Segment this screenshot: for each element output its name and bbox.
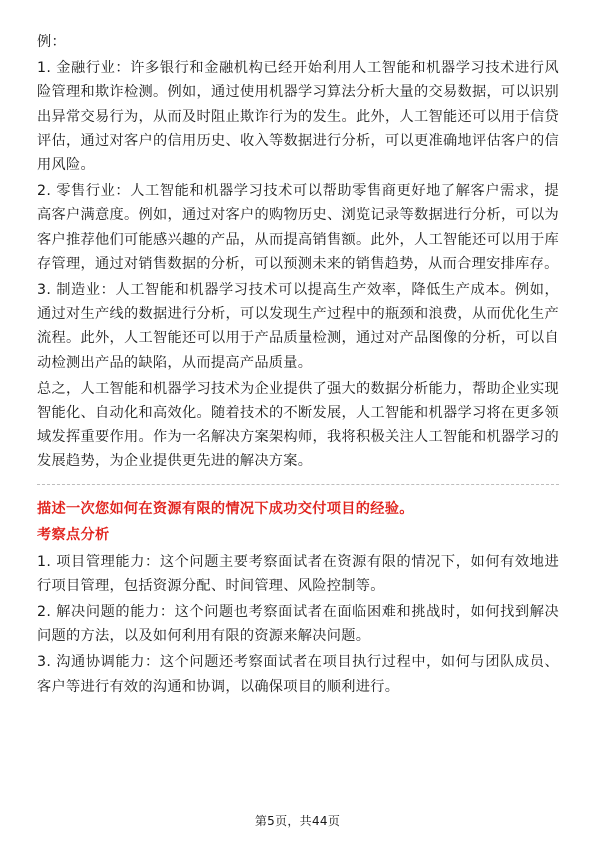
page-number-footer: 第5页，共44页 [254,814,341,828]
summary-paragraph: 总之，人工智能和机器学习技术为企业提供了强大的数据分析能力，帮助企业实现智能化、自动化和高效化。随着技术的不断发展，人工智能和机器学习将在更多领域发挥重要作用。作为一名解决方案架构师，我将积极关注人工智能和机器学习的发展趋势，为企业提供更先进的解决方案。 [37,380,559,470]
analysis-item-problem-solving: 2. 解决问题的能力：这个问题也考察面试者在面临困难和挑战时，如何找到解决问题的方法，以及如何利用有限的资源来解决问题。 [37,604,559,645]
analysis-item-communication: 3. 沟通协调能力：这个问题还考察面试者在项目执行过程中，如何与团队成员、客户等进行有效的沟通和协调，以确保项目的顺利进行。 [37,654,559,695]
analysis-item-project-management: 1. 项目管理能力：这个问题主要考察面试者在资源有限的情况下，如何有效地进行项目管理，包括资源分配、时间管理、风险控制等。 [37,553,559,594]
industry-item-finance: 1. 金融行业：许多银行和金融机构已经开始利用人工智能和机器学习技术进行风险管理和欺诈检测。例如，通过使用机器学习算法分析大量的交易数据，可以识别出异常交易行为，从而及时阻止欺诈行为的发生。此外，人工智能还可以用于信贷评估，通过对客户的信用历史、收入等数据进行分析，可以更准确地评估客户的信用风险。 [37,60,559,174]
industry-item-manufacturing: 3. 制造业：人工智能和机器学习技术可以提高生产效率，降低生产成本。例如，通过对生产线的数据进行分析，可以发现生产过程中的瓶颈和浪费，从而优化生产流程。此外，人工智能还可以用于产品质量检测，通过对产品图像的分析，可以自动检测出产品的缺陷，从而提高产品质量。 [37,282,559,371]
interview-question: 描述一次您如何在资源有限的情况下成功交付项目的经验。 [37,500,414,517]
industry-item-retail: 2. 零售行业：人工智能和机器学习技术可以帮助零售商更好地了解客户需求，提高客户满意度。例如，通过对客户的购物历史、浏览记录等数据进行分析，可以为客户推荐他们可能感兴趣的产品，从而提高销售额。此外，人工智能还可以用于库存管理，通过对销售数据的分析，可以预测未来的销售趋势，从而合理安排库存。 [37,183,559,272]
intro-text: 例： [37,34,66,50]
document-page [37,30,559,699]
section-divider [37,484,559,485]
analysis-heading: 考察点分析 [37,526,110,543]
